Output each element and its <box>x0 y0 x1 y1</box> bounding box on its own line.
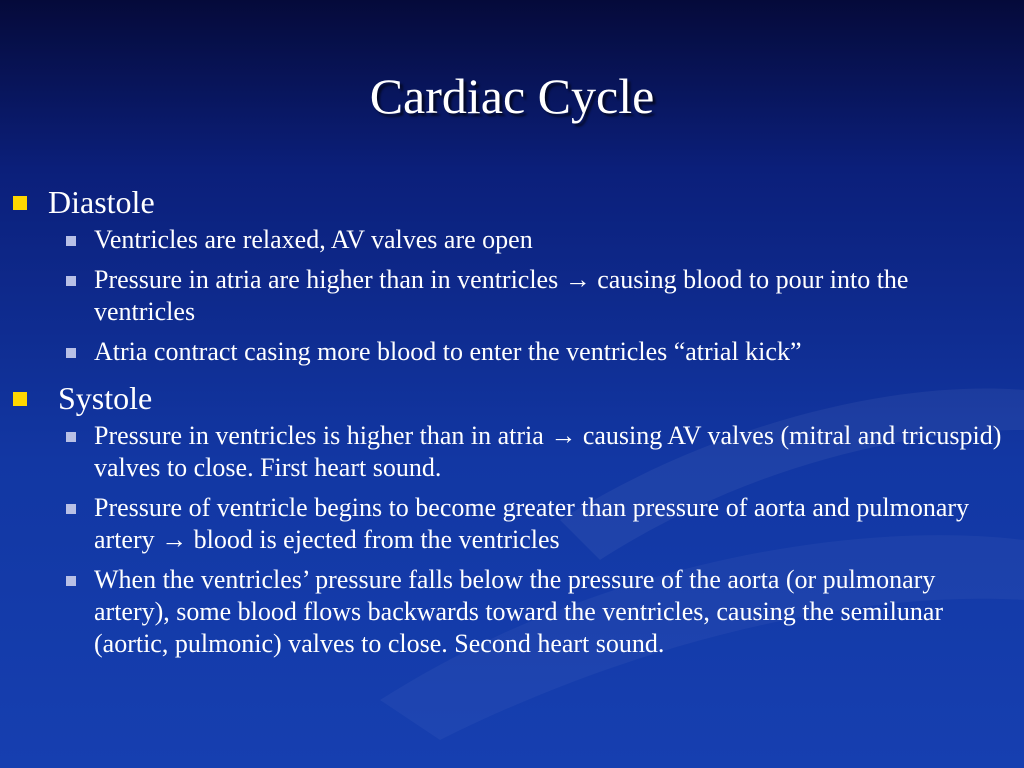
list-item <box>0 420 1024 484</box>
list-item <box>0 564 1024 660</box>
slide-title: Cardiac Cycle <box>369 68 655 124</box>
slide-content <box>0 180 1024 668</box>
list-item <box>0 224 1024 256</box>
square-bullet-icon <box>66 432 76 442</box>
list-item-text: When the ventricles’ pressure falls below the pressure of the aorta (or pulmonary artery), some blood flows backwards toward the ventricles, causing the semilunar (aortic, pulmonic) valves to close. Second heart sound. <box>94 565 944 658</box>
section-heading-systole <box>0 376 1024 420</box>
list-item <box>0 492 1024 556</box>
square-bullet-icon <box>13 196 27 210</box>
square-bullet-icon <box>66 504 76 514</box>
list-item-text: Pressure in atria are higher than in ventricles → causing blood to pour into the ventricles <box>94 265 909 326</box>
section-heading-text: Systole <box>58 380 153 416</box>
square-bullet-icon <box>66 236 76 246</box>
list-item <box>0 264 1024 328</box>
square-bullet-icon <box>13 392 27 406</box>
square-bullet-icon <box>66 276 76 286</box>
section-heading-text: Diastole <box>48 184 155 220</box>
list-item-text: Pressure of ventricle begins to become greater than pressure of aorta and pulmonary artery → blood is ejected from the ventricles <box>94 493 970 554</box>
list-item <box>0 336 1024 368</box>
section-heading-diastole <box>0 180 1024 224</box>
square-bullet-icon <box>66 576 76 586</box>
list-item-text: Ventricles are relaxed, AV valves are open <box>94 225 533 254</box>
list-item-text: Pressure in ventricles is higher than in atria → causing AV valves (mitral and tricuspid) valves to close. First heart sound. <box>94 421 1002 482</box>
list-item-text: Atria contract casing more blood to enter the ventricles “atrial kick” <box>94 337 802 366</box>
square-bullet-icon <box>66 348 76 358</box>
